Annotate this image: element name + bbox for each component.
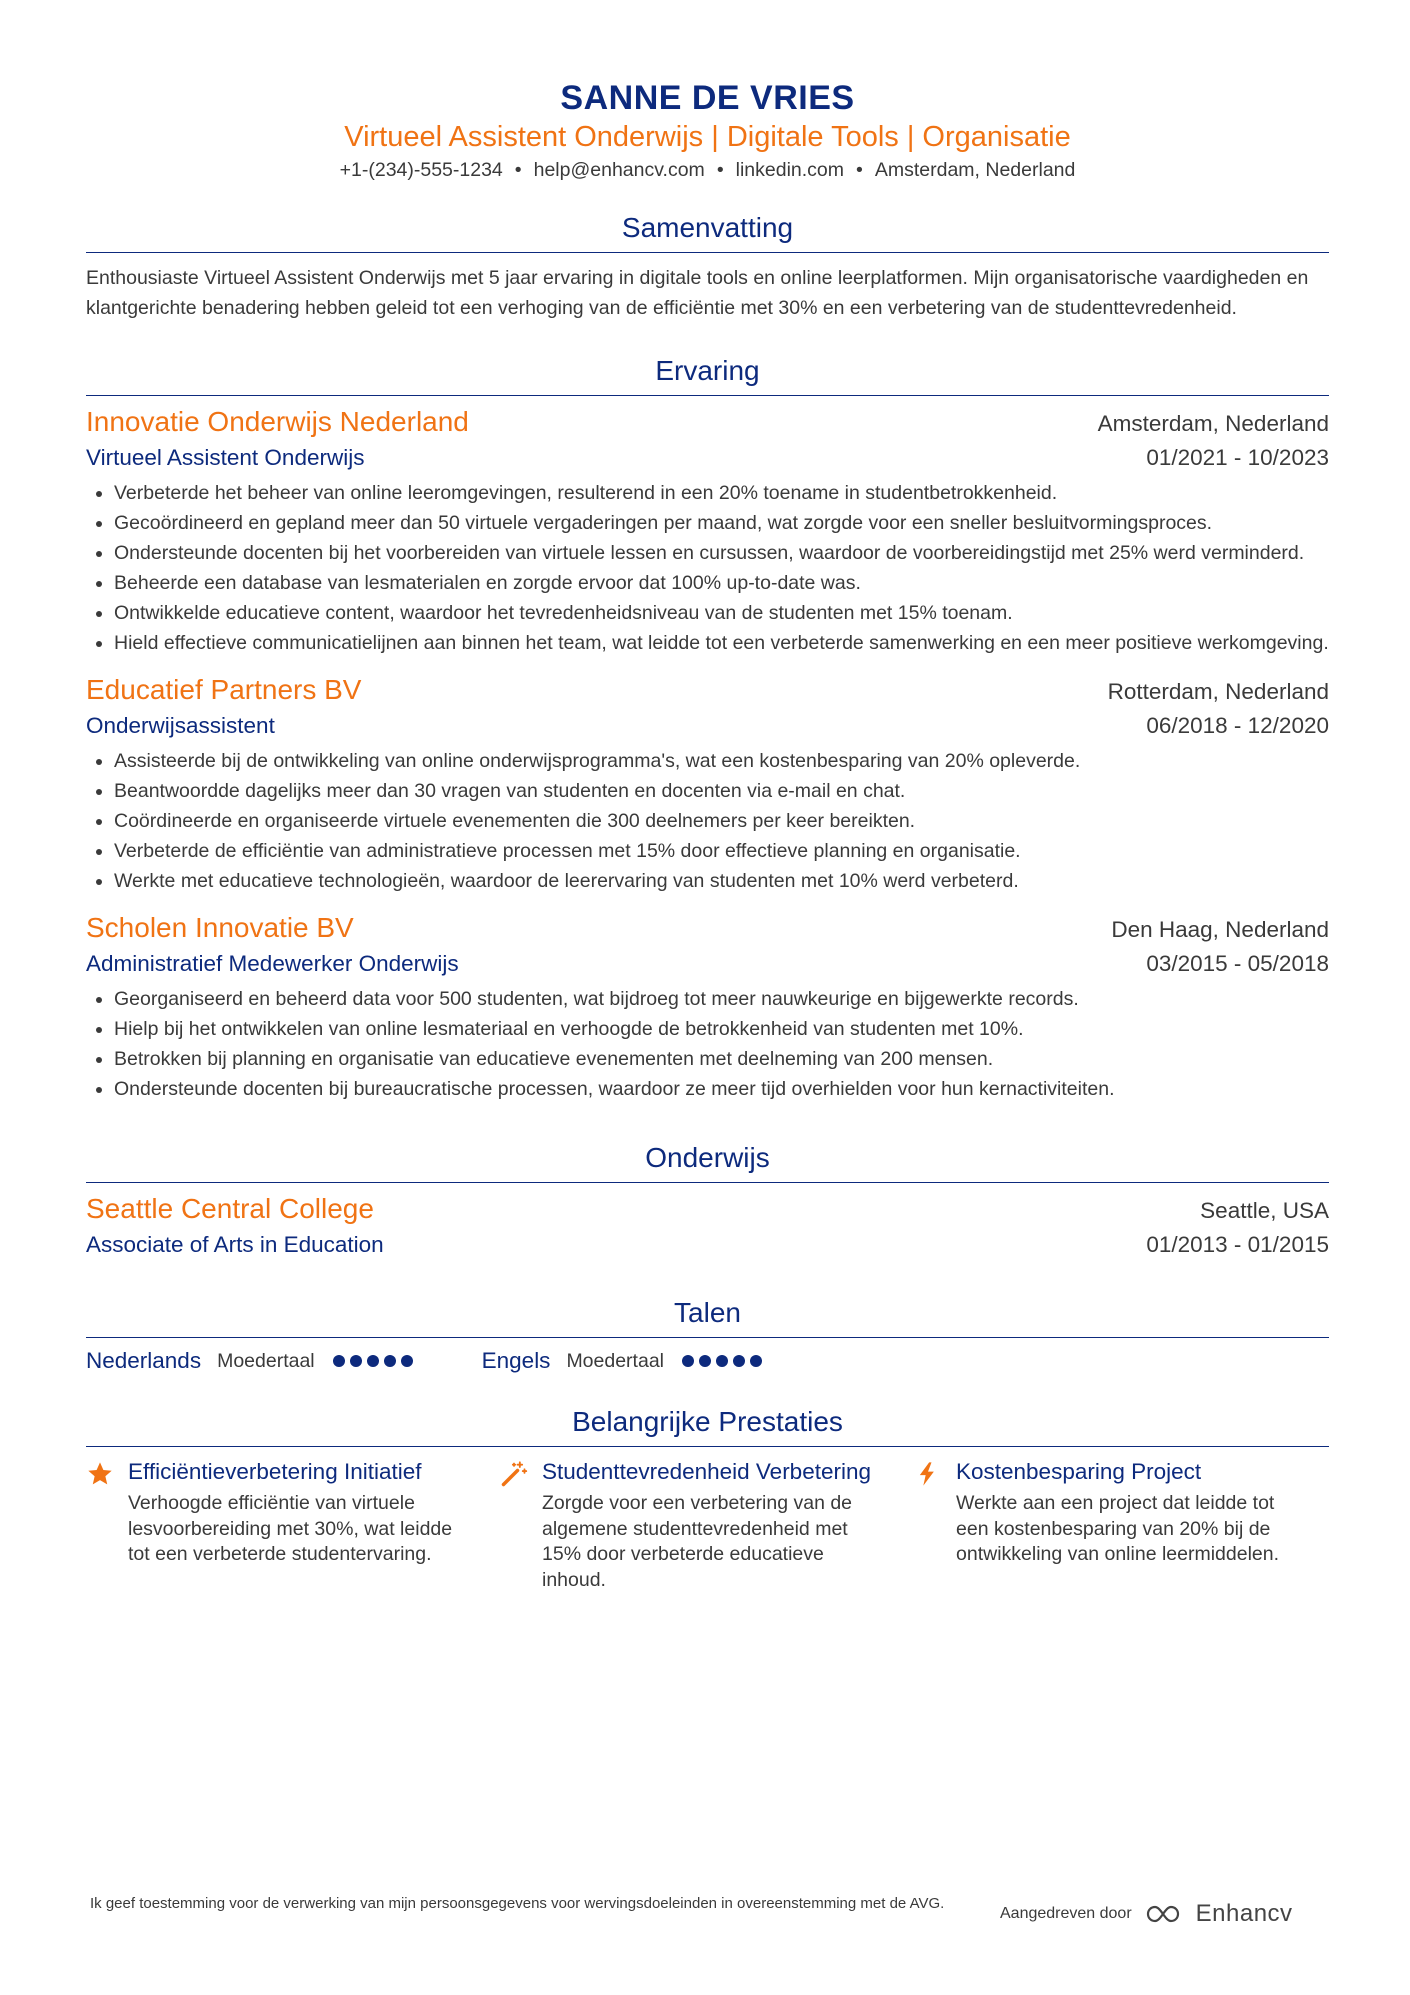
bullet-item: • Georganiseerd en beheerd data voor 500 studenten, wat bijdroeg tot meer nauwkeurige en bijgewerkte records. <box>114 984 1329 1014</box>
powered-by-label: Aangedreven door <box>1000 1905 1132 1922</box>
bullet-item: • Ondersteunde docenten bij het voorbereiden van virtuele lessen en cursussen, waardoor de voorbereidingstijd met 25% werd verminderd. <box>114 538 1329 568</box>
language-level: Moedertaal <box>566 1349 664 1372</box>
powered-by <box>1000 1900 1293 1928</box>
achievement-desc: Werkte aan een project dat leidde tot een kostenbesparing van 20% bij de ontwikkeling van online leermiddelen. <box>956 1492 1280 1565</box>
linkedin[interactable]: linkedin.com <box>735 159 845 181</box>
bullet-item: • Gecoördineerd en gepland meer dan 50 virtuele vergaderingen per maand, wat zorgde voor een sneller besluitvormingsproces. <box>114 508 1329 538</box>
bullet-item: • Werkte met educatieve technologieën, waardoor de leerervaring van studenten met 10% werd verbeterd. <box>114 866 1329 896</box>
language-name: Engels <box>481 1348 551 1373</box>
job-location: Den Haag, Nederland <box>1111 917 1329 942</box>
job-bullets <box>86 984 1329 1104</box>
rating-dot <box>367 1355 379 1367</box>
job-location: Rotterdam, Nederland <box>1107 679 1329 704</box>
achievement-item <box>500 1457 914 1593</box>
section-title-achievements: Belangrijke Prestaties <box>86 1404 1329 1447</box>
rating-dot <box>384 1355 396 1367</box>
job-role: Onderwijsassistent <box>86 713 275 738</box>
job-entry <box>86 910 1329 1104</box>
separator: • <box>856 159 863 181</box>
rating-dot <box>716 1355 728 1367</box>
achievement-item <box>914 1457 1328 1593</box>
education-entry <box>86 1191 1329 1261</box>
brand-name[interactable]: Enhancv <box>1195 1900 1293 1927</box>
magic-wand-icon <box>500 1457 542 1593</box>
bullet-item: • Assisteerde bij de ontwikkeling van online onderwijsprogramma's, wat een kostenbesparing van 20% opleverde. <box>114 746 1329 776</box>
bullet-item: • Betrokken bij planning en organisatie van educatieve evenementen met deelneming van 200 mensen. <box>114 1044 1329 1074</box>
job-role: Virtueel Assistent Onderwijs <box>86 445 365 470</box>
job-bullets <box>86 478 1329 658</box>
section-title-education: Onderwijs <box>86 1140 1329 1183</box>
rating-dot <box>401 1355 413 1367</box>
school-location: Seattle, USA <box>1200 1198 1329 1223</box>
language-rating <box>333 1355 418 1367</box>
achievement-desc: Verhoogde efficiëntie van virtuele lesvoorbereiding met 30%, wat leidde tot een verbeterde studentervaring. <box>128 1492 453 1565</box>
language-name: Nederlands <box>86 1348 202 1373</box>
achievement-list <box>86 1457 1329 1593</box>
achievement-desc: Zorgde voor een verbetering van de algemene studenttevredenheid met 15% door verbeterde educatieve inhoud. <box>542 1492 853 1591</box>
bullet-item: • Ontwikkelde educatieve content, waardoor het tevredenheidsniveau van de studenten met 15% toenam. <box>114 598 1329 628</box>
bullet-item: • Verbeterde de efficiëntie van administratieve processen met 15% door effectieve planning en organisatie. <box>114 836 1329 866</box>
separator: • <box>514 159 522 181</box>
rating-dot <box>350 1355 362 1367</box>
company-name: Scholen Innovatie BV <box>86 912 354 943</box>
bullet-item: • Beantwoordde dagelijks meer dan 30 vragen van studenten en docenten via e-mail en chat. <box>114 776 1329 806</box>
section-title-experience: Ervaring <box>86 353 1329 396</box>
job-role: Administratief Medewerker Onderwijs <box>86 951 459 976</box>
separator: • <box>716 159 724 181</box>
company-name: Educatief Partners BV <box>86 674 362 705</box>
job-location: Amsterdam, Nederland <box>1097 411 1329 436</box>
education-dates: 01/2013 - 01/2015 <box>1146 1232 1329 1257</box>
bullet-item: • Ondersteunde docenten bij bureaucratische processen, waardoor ze meer tijd overhielden voor hun kernactiviteiten. <box>114 1074 1329 1104</box>
bullet-item: • Hielp bij het ontwikkelen van online lesmateriaal en verhoogde de betrokkenheid van studenten met 10%. <box>114 1014 1329 1044</box>
section-title-summary: Samenvatting <box>86 210 1329 253</box>
bullet-item: • Verbeterde het beheer van online leeromgevingen, resulterend in een 20% toename in studentbetrokkenheid. <box>114 478 1329 508</box>
rating-dot <box>682 1355 694 1367</box>
language-item <box>482 1348 767 1374</box>
rating-dot <box>750 1355 762 1367</box>
language-list <box>86 1348 1329 1374</box>
company-name: Innovatie Onderwijs Nederland <box>86 406 469 437</box>
rating-dot <box>699 1355 711 1367</box>
job-entry <box>86 672 1329 896</box>
language-item <box>86 1348 418 1374</box>
bullet-item: • Hield effectieve communicatielijnen aan binnen het team, wat leidde tot een verbeterde samenwerking en een meer positieve werkomgeving. <box>114 628 1329 658</box>
location: Amsterdam, Nederland <box>874 159 1076 181</box>
achievement-item <box>86 1457 500 1593</box>
job-entry <box>86 404 1329 658</box>
degree: Associate of Arts in Education <box>86 1232 384 1257</box>
language-rating <box>682 1355 767 1367</box>
job-dates: 06/2018 - 12/2020 <box>1146 713 1329 738</box>
headline: Virtueel Assistent Onderwijs | Digitale Tools | Organisatie <box>344 121 1071 153</box>
email[interactable]: help@enhancv.com <box>533 159 705 181</box>
rating-dot <box>333 1355 345 1367</box>
achievement-title: Kostenbesparing Project <box>956 1459 1202 1484</box>
phone: +1-(234)-555-1234 <box>339 159 503 181</box>
lightning-icon <box>914 1457 956 1593</box>
enhancv-logo-icon <box>1144 1903 1188 1925</box>
job-dates: 03/2015 - 05/2018 <box>1146 951 1329 976</box>
achievement-title: Efficiëntieverbetering Initiatief <box>128 1459 422 1484</box>
school-name: Seattle Central College <box>86 1193 374 1224</box>
rating-dot <box>733 1355 745 1367</box>
summary-text: Enthousiaste Virtueel Assistent Onderwijs met 5 jaar ervaring in digitale tools en online leerplatformen. Mijn organisatorische vaardigheden en klantgerichte benadering hebben geleid tot een verhoging van de efficiëntie met 30% en een verbetering van de studenttevredenheid. <box>86 267 1309 319</box>
contact-info <box>86 156 1329 184</box>
resume-page <box>86 78 1329 1593</box>
achievement-title: Studenttevredenheid Verbetering <box>542 1459 871 1484</box>
bullet-item: • Beheerde een database van lesmaterialen en zorgde ervoor dat 100% up-to-date was. <box>114 568 1329 598</box>
job-dates: 01/2021 - 10/2023 <box>1146 445 1329 470</box>
section-title-languages: Talen <box>86 1295 1329 1338</box>
star-icon <box>86 1457 128 1593</box>
consent-footer: Ik geef toestemming voor de verwerking van mijn persoonsgegevens voor wervingsdoeleinden in overeenstemming met de AVG. <box>90 1895 945 1912</box>
job-bullets <box>86 746 1329 896</box>
bullet-item: • Coördineerde en organiseerde virtuele evenementen die 300 deelnemers per keer bereikten. <box>114 806 1329 836</box>
language-level: Moedertaal <box>217 1349 315 1372</box>
candidate-name: SANNE DE VRIES <box>560 79 855 117</box>
